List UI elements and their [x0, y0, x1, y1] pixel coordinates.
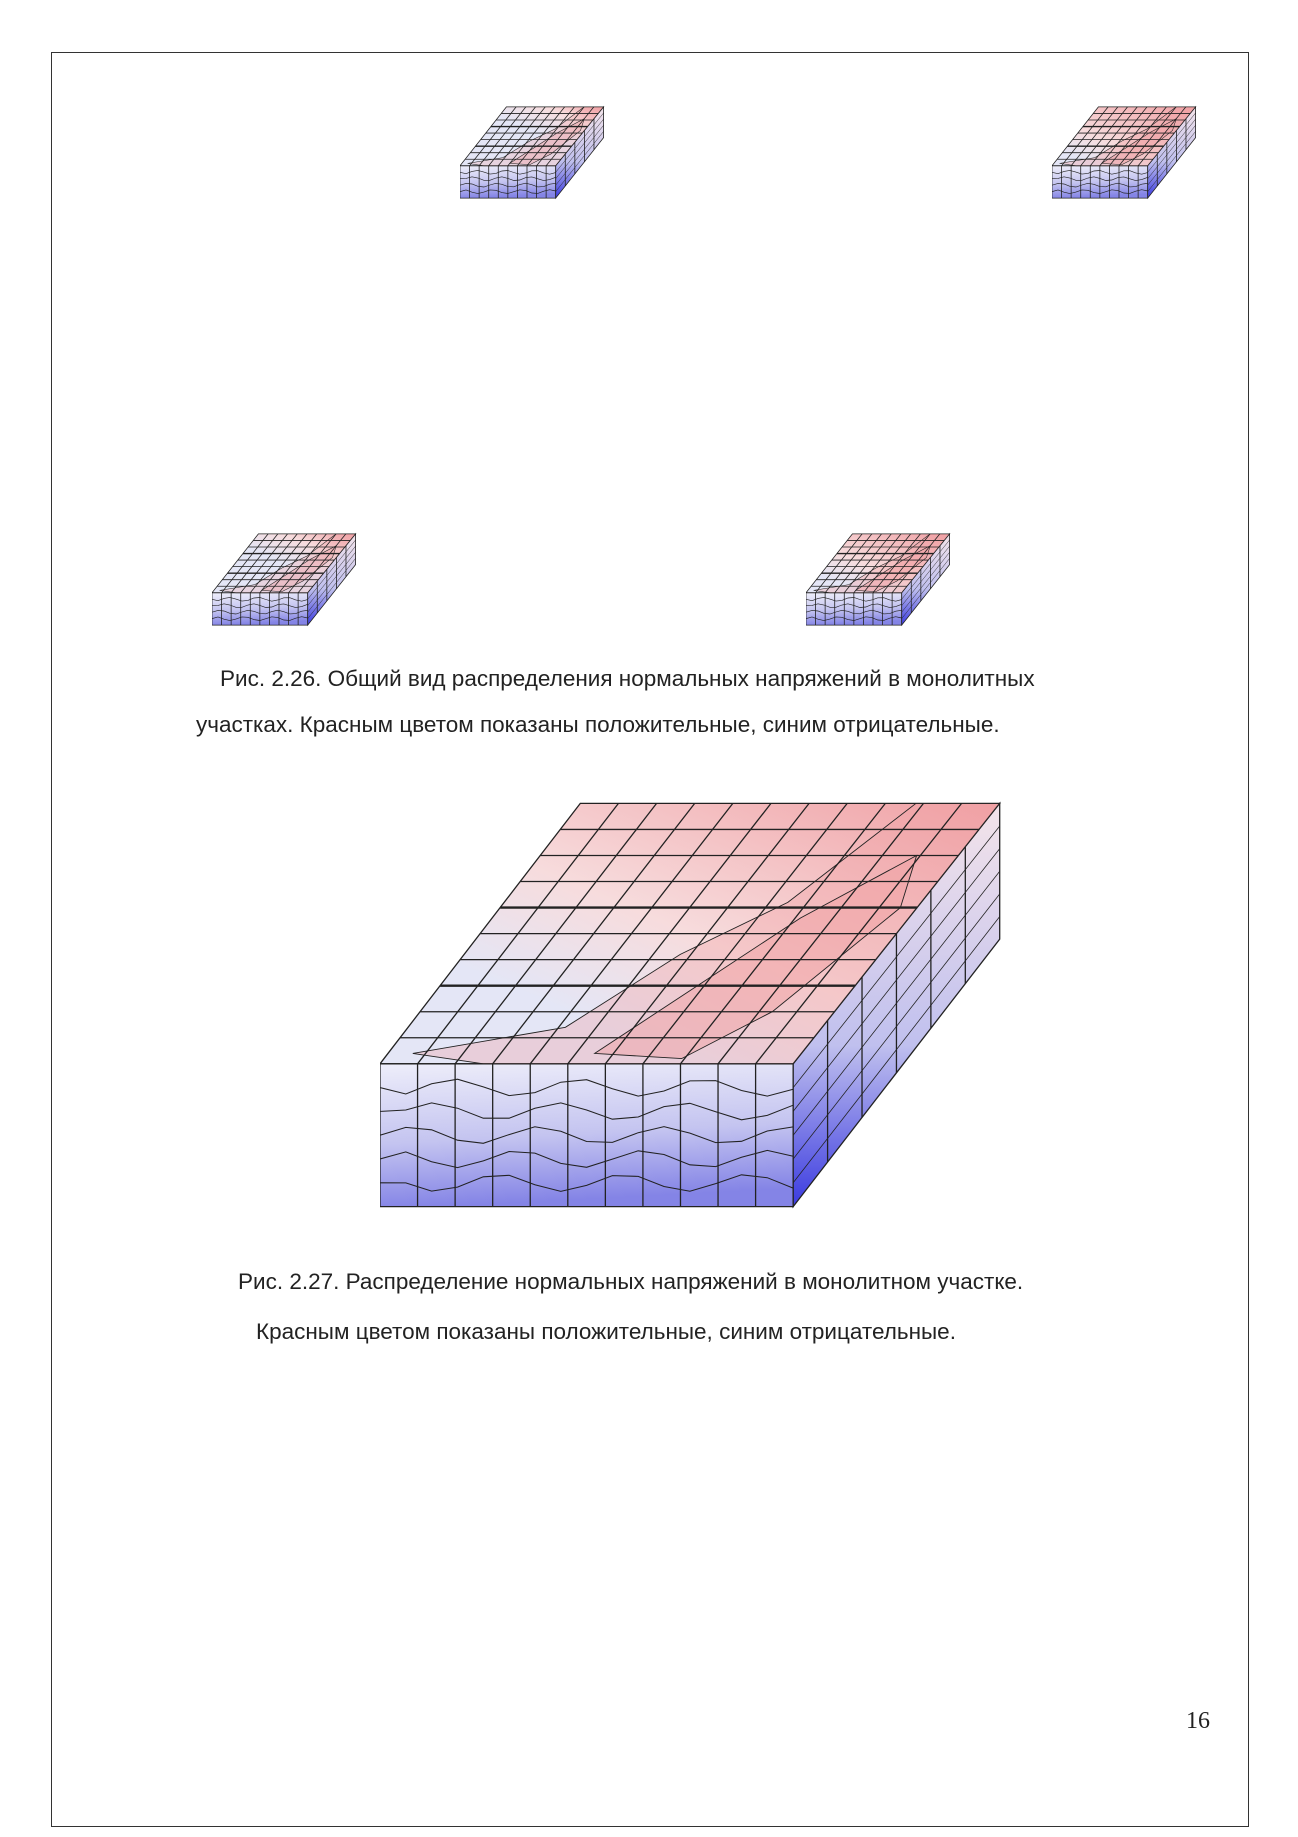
page-number: 16 — [1186, 1708, 1210, 1734]
figure-2-26-caption-line-1: Рис. 2.26. Общий вид распределения нормальных напряжений в монолитных — [220, 666, 1035, 691]
figure-2-27-stress-slab — [380, 795, 1006, 1215]
thumbnail-top-right — [1052, 105, 1197, 200]
figure-2-27-caption-line-1: Рис. 2.27. Распределение нормальных напряжений в монолитном участке. — [238, 1269, 1024, 1294]
thumbnail-middle-right — [806, 532, 951, 627]
figure-2-27-caption-line-2: Красным цветом показаны положительные, синим отрицательные. — [256, 1319, 956, 1344]
figure-2-26-caption-line-2: участках. Красным цветом показаны положительные, синим отрицательные. — [196, 712, 1000, 737]
thumbnail-top-left — [460, 105, 605, 200]
thumbnail-middle-left — [212, 532, 357, 627]
